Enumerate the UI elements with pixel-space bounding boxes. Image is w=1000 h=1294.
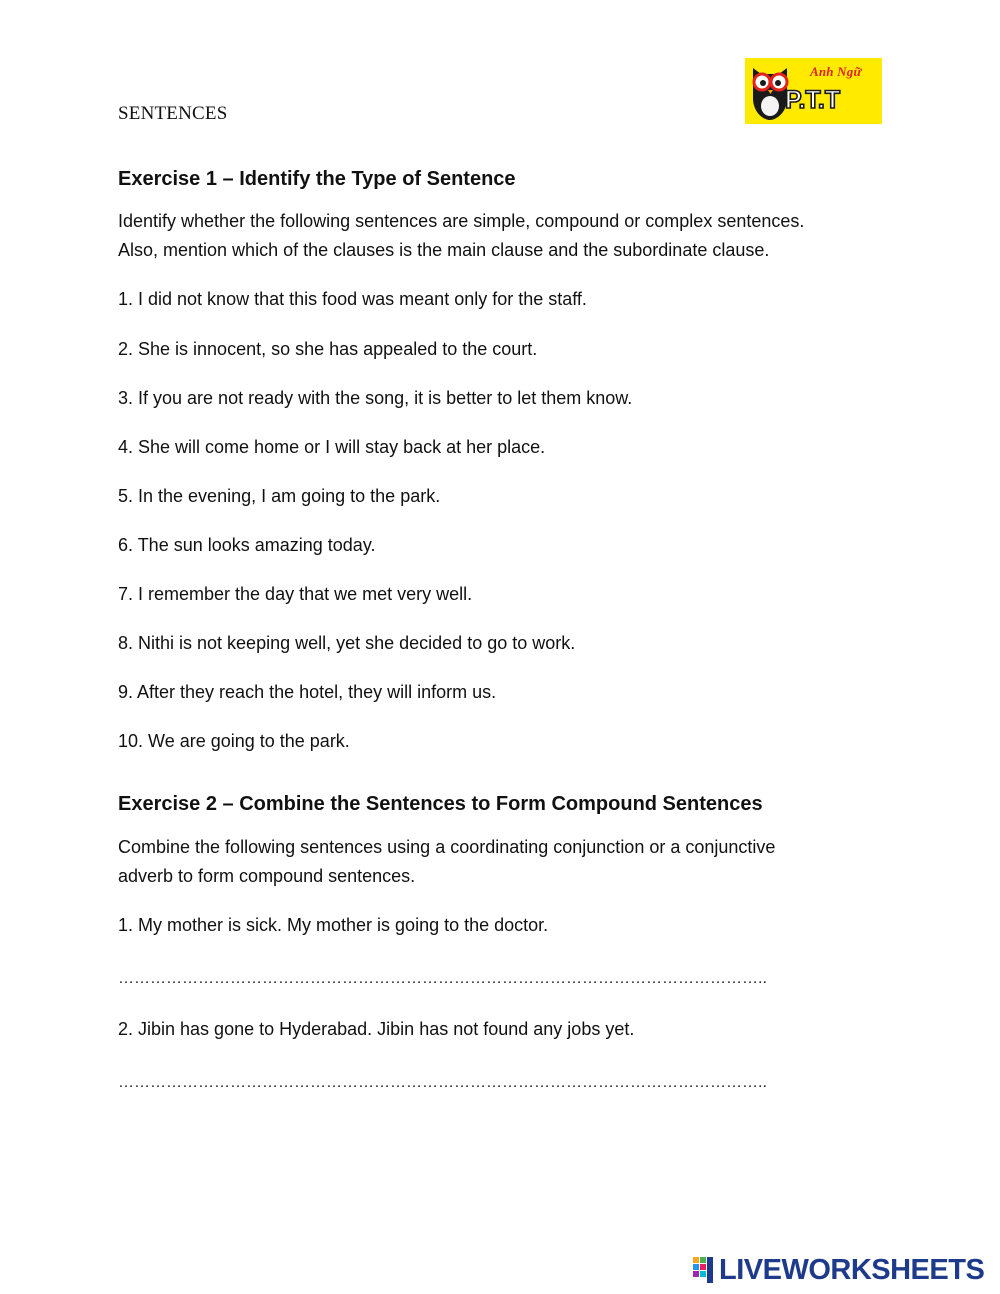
page-title: SENTENCES — [118, 103, 228, 124]
list-item: 2. She is innocent, so she has appealed to the court. — [118, 339, 538, 359]
answer-line-2[interactable]: ………………………………………………………………………………………………………….. — [118, 1074, 767, 1091]
exercise-2-instructions — [118, 833, 898, 891]
liveworksheets-brand — [693, 1254, 984, 1286]
list-item: 1. My mother is sick. My mother is going to the doctor. — [118, 915, 549, 935]
list-item: 5. In the evening, I am going to the park. — [118, 486, 441, 506]
list-item: 6. The sun looks amazing today. — [118, 535, 376, 555]
exercise-1-heading: Exercise 1 – Identify the Type of Sentence — [118, 168, 516, 190]
logo-text-bottom: P.T.T — [785, 86, 841, 114]
list-item: 8. Nithi is not keeping well, yet she decided to go to work. — [118, 633, 576, 653]
list-item: 4. She will come home or I will stay back at her place. — [118, 437, 546, 457]
liveworksheets-logo-icon — [693, 1257, 715, 1283]
list-item: 3. If you are not ready with the song, it is better to let them know. — [118, 388, 633, 408]
exercise-1-instructions — [118, 207, 898, 265]
list-item: 9. After they reach the hotel, they will inform us. — [118, 682, 497, 702]
list-item: 1. I did not know that this food was meant only for the staff. — [118, 289, 587, 309]
list-item: 10. We are going to the park. — [118, 731, 350, 751]
instructions-line: Identify whether the following sentences are simple, compound or complex sentences. — [118, 211, 805, 231]
instructions-line: adverb to form compound sentences. — [118, 866, 416, 886]
school-logo — [745, 58, 882, 124]
exercise-2-heading: Exercise 2 – Combine the Sentences to Form Compound Sentences — [118, 793, 763, 815]
list-item: 7. I remember the day that we met very well. — [118, 584, 473, 604]
brand-name: LIVEWORKSHEETS — [719, 1253, 985, 1286]
logo-text-top: Anh Ngữ — [810, 64, 862, 79]
answer-line-1[interactable]: ………………………………………………………………………………………………………….. — [118, 970, 767, 987]
list-item: 2. Jibin has gone to Hyderabad. Jibin has not found any jobs yet. — [118, 1019, 635, 1039]
instructions-line: Also, mention which of the clauses is the main clause and the subordinate clause. — [118, 240, 770, 260]
instructions-line: Combine the following sentences using a coordinating conjunction or a conjunctive — [118, 837, 776, 857]
